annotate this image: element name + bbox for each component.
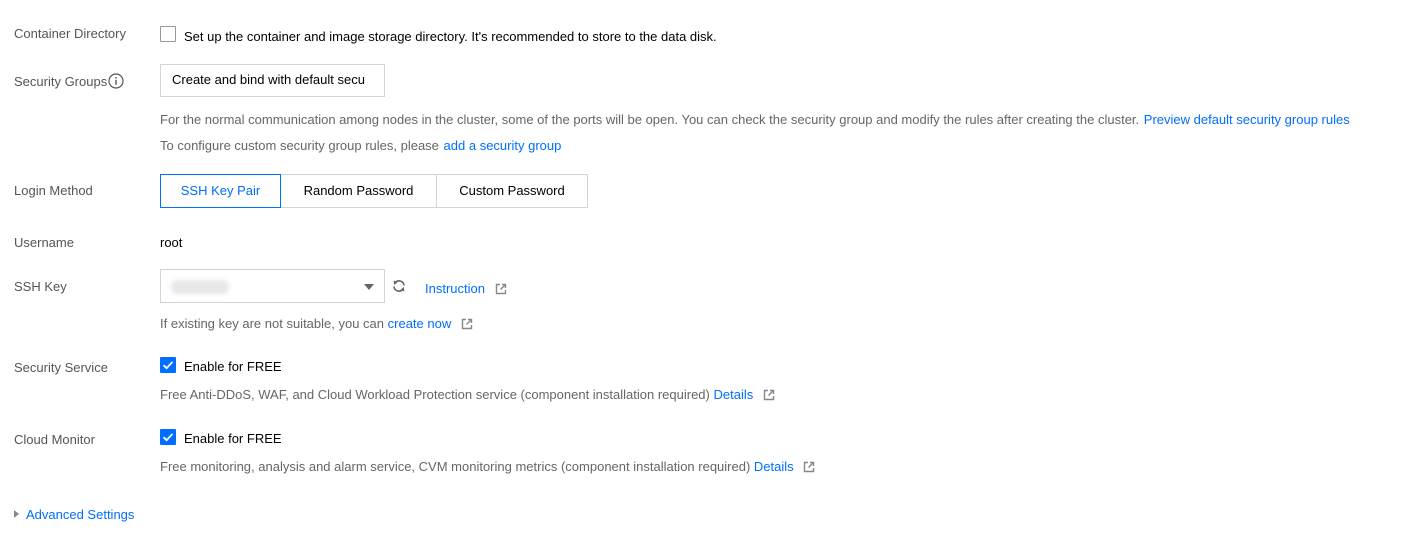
- ssh-key-label: SSH Key: [14, 279, 67, 294]
- container-directory-checkbox[interactable]: [160, 26, 176, 42]
- security-service-checkbox-text: Enable for FREE: [184, 359, 282, 374]
- security-service-details-link[interactable]: Details: [713, 387, 754, 402]
- instruction-link-group: [425, 281, 507, 299]
- security-groups-help-line2: [160, 138, 561, 154]
- container-directory-checkbox-text: Set up the container and image storage directory. It's recommended to store to the data disk.: [184, 29, 717, 44]
- security-groups-label-row: [14, 73, 124, 93]
- ssh-key-help-text: If existing key are not suitable, you can: [160, 316, 385, 331]
- security-service-help: [160, 387, 775, 405]
- security-groups-label: Security Groups: [14, 74, 108, 89]
- cloud-monitor-checkbox[interactable]: [160, 429, 176, 445]
- ssh-key-help: [160, 316, 473, 334]
- login-option-ssh-key-pair[interactable]: SSH Key Pair: [160, 174, 281, 208]
- cloud-monitor-help: [160, 459, 815, 477]
- ssh-key-select[interactable]: [160, 269, 385, 303]
- cloud-monitor-details-link[interactable]: Details: [753, 459, 794, 474]
- instruction-link[interactable]: Instruction: [425, 281, 485, 296]
- preview-security-group-rules-link[interactable]: Preview default security group rules: [1143, 112, 1350, 127]
- create-now-link[interactable]: create now: [387, 316, 452, 331]
- advanced-settings-toggle[interactable]: [14, 507, 134, 523]
- login-method-segment: [160, 174, 588, 208]
- cloud-monitor-checkbox-text: Enable for FREE: [184, 431, 282, 446]
- cloud-monitor-label: Cloud Monitor: [14, 432, 95, 447]
- security-service-checkbox[interactable]: [160, 357, 176, 373]
- security-groups-help-line1: [160, 112, 1350, 128]
- advanced-settings-link[interactable]: Advanced Settings: [26, 507, 135, 522]
- security-service-help-text: Free Anti-DDoS, WAF, and Cloud Workload Protection service (component installation required): [160, 387, 710, 402]
- security-groups-help-text: For the normal communication among nodes in the cluster, some of the ports will be open. You can check the security group and modify the rules after creating the cluster.: [160, 112, 1140, 127]
- login-option-custom-password[interactable]: Custom Password: [436, 174, 588, 208]
- custom-rules-help-text: To configure custom security group rules, please: [160, 138, 439, 153]
- external-link-icon[interactable]: [763, 389, 775, 405]
- login-option-random-password[interactable]: Random Password: [280, 174, 437, 208]
- ssh-key-selected-value-redacted: [171, 280, 229, 294]
- external-link-icon[interactable]: [461, 318, 473, 334]
- chevron-down-icon: [364, 284, 374, 290]
- external-link-icon[interactable]: [495, 283, 507, 299]
- check-icon: [161, 358, 175, 372]
- external-link-icon[interactable]: [803, 461, 815, 477]
- username-value: root: [160, 235, 183, 250]
- cloud-monitor-help-text: Free monitoring, analysis and alarm service, CVM monitoring metrics (component installation required): [160, 459, 751, 474]
- security-service-label: Security Service: [14, 360, 108, 375]
- login-method-label: Login Method: [14, 183, 93, 198]
- check-icon: [161, 430, 175, 444]
- refresh-icon[interactable]: [391, 278, 407, 297]
- caret-right-icon: [14, 510, 19, 518]
- container-directory-label: Container Directory: [14, 26, 126, 41]
- security-group-select-button[interactable]: Create and bind with default secu: [160, 64, 385, 97]
- add-security-group-link[interactable]: add a security group: [443, 138, 562, 153]
- username-label: Username: [14, 235, 74, 250]
- info-icon[interactable]: [108, 73, 124, 93]
